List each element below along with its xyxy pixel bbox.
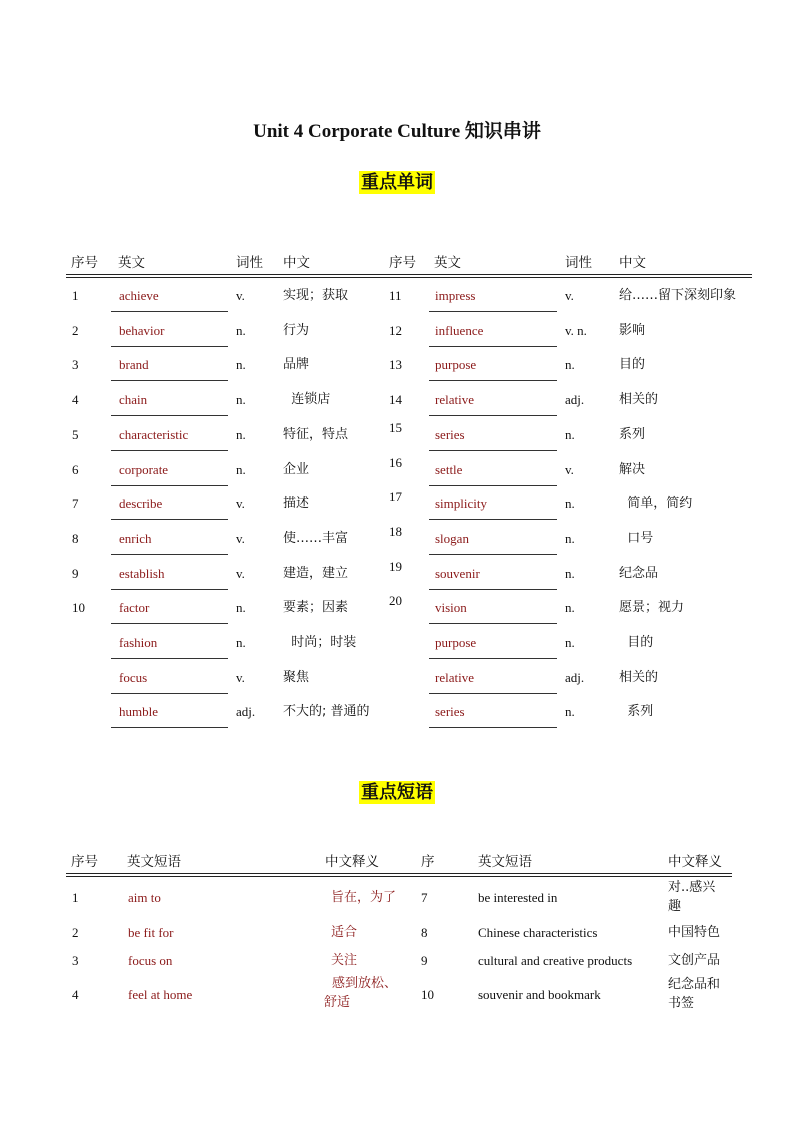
word-chinese: 建造，建立 bbox=[283, 565, 349, 581]
word-chinese: 实现；获取 bbox=[283, 288, 349, 303]
word-number: 15 bbox=[389, 419, 402, 435]
phrase-number-2: 7 bbox=[421, 890, 428, 905]
word-chinese: 品牌 bbox=[283, 357, 310, 373]
word-chinese: 聚焦 bbox=[283, 669, 310, 685]
word-english: souvenir bbox=[435, 565, 480, 581]
word-part-of-speech: adj. bbox=[236, 704, 256, 720]
word-chinese: 影响 bbox=[619, 322, 646, 338]
word-underline bbox=[429, 311, 557, 312]
word-english: impress bbox=[435, 288, 476, 303]
word-chinese: 时尚；时装 bbox=[283, 635, 357, 650]
words-header-pos-2: 词性 bbox=[565, 255, 592, 271]
word-chinese: 愿景；视力 bbox=[619, 600, 685, 616]
word-english: chain bbox=[119, 392, 148, 408]
word-number: 3 bbox=[72, 357, 79, 373]
phrases-header-en: 英文短语 bbox=[127, 854, 181, 870]
word-english: relative bbox=[435, 392, 474, 408]
phrase-number: 2 bbox=[72, 925, 79, 940]
word-underline bbox=[429, 415, 557, 416]
word-number: 19 bbox=[389, 558, 402, 574]
phrases-section-heading: 重点短语 bbox=[361, 782, 433, 803]
word-underline bbox=[111, 450, 228, 451]
word-underline bbox=[429, 346, 557, 347]
word-number: 16 bbox=[389, 454, 402, 470]
word-number: 17 bbox=[389, 489, 402, 505]
word-underline bbox=[111, 589, 228, 590]
word-english: purpose bbox=[435, 357, 477, 373]
word-english: achieve bbox=[119, 288, 159, 303]
phrase-english: feel at home bbox=[128, 987, 193, 1002]
word-part-of-speech: n. bbox=[565, 565, 575, 581]
word-chinese: 企业 bbox=[283, 461, 310, 477]
word-english: focus bbox=[119, 669, 148, 685]
word-english: corporate bbox=[119, 461, 169, 477]
word-number: 2 bbox=[72, 322, 79, 338]
phrases-header-zh-2: 中文释义 bbox=[668, 854, 722, 870]
word-english: fashion bbox=[119, 635, 158, 650]
word-english: behavior bbox=[119, 322, 165, 338]
phrase-english: focus on bbox=[128, 953, 173, 968]
word-chinese: 简单，简约 bbox=[619, 496, 693, 512]
words-header-en: 英文 bbox=[118, 255, 145, 271]
phrase-chinese-2: 文创产品 bbox=[668, 953, 721, 968]
word-english: characteristic bbox=[119, 426, 189, 442]
word-english: relative bbox=[435, 669, 474, 685]
word-english: slogan bbox=[435, 530, 469, 546]
word-chinese: 系列 bbox=[619, 704, 654, 720]
word-part-of-speech: n. bbox=[236, 322, 246, 338]
word-part-of-speech: adj. bbox=[565, 669, 585, 685]
word-chinese: 描述 bbox=[283, 496, 310, 512]
word-underline bbox=[111, 727, 228, 728]
phrase-chinese: 适合 bbox=[331, 925, 358, 940]
phrases-header-no: 序号 bbox=[71, 854, 98, 870]
word-number: 8 bbox=[72, 530, 79, 546]
word-english: settle bbox=[435, 461, 463, 477]
phrase-chinese-2: 中国特色 bbox=[668, 925, 721, 940]
word-english: establish bbox=[119, 565, 165, 581]
word-part-of-speech: v. bbox=[236, 669, 245, 685]
word-english: series bbox=[435, 704, 465, 720]
word-part-of-speech: n. bbox=[236, 461, 246, 477]
word-chinese: 不大的; 普通的 bbox=[283, 704, 370, 720]
word-part-of-speech: v. n. bbox=[565, 322, 587, 338]
word-number: 4 bbox=[72, 392, 79, 408]
word-part-of-speech: v. bbox=[236, 288, 245, 303]
word-underline bbox=[111, 623, 228, 624]
word-number: 20 bbox=[389, 593, 402, 609]
word-underline bbox=[429, 693, 557, 694]
word-chinese: 使……丰富 bbox=[283, 530, 349, 546]
word-underline bbox=[429, 658, 557, 659]
phrase-english-2: Chinese characteristics bbox=[478, 925, 598, 940]
word-part-of-speech: v. bbox=[565, 288, 574, 303]
word-underline bbox=[429, 450, 557, 451]
words-header-zh-2: 中文 bbox=[619, 255, 646, 271]
word-chinese: 给……留下深刻印象 bbox=[619, 288, 737, 303]
word-part-of-speech: adj. bbox=[565, 392, 585, 408]
word-underline bbox=[429, 554, 557, 555]
words-header-pos: 词性 bbox=[236, 255, 263, 271]
word-chinese: 纪念品 bbox=[619, 565, 659, 581]
word-english: purpose bbox=[435, 635, 477, 650]
word-number: 1 bbox=[72, 288, 79, 303]
word-chinese: 要素；因素 bbox=[283, 600, 349, 616]
word-part-of-speech: n. bbox=[565, 635, 575, 650]
word-underline bbox=[429, 380, 557, 381]
word-part-of-speech: n. bbox=[565, 530, 575, 546]
phrase-english: be fit for bbox=[128, 925, 174, 940]
words-header-no-2: 序号 bbox=[389, 255, 416, 271]
phrases-header-no-2: 序 bbox=[421, 854, 435, 870]
word-part-of-speech: v. bbox=[236, 496, 245, 512]
word-underline bbox=[429, 727, 557, 728]
phrases-header-rule-2 bbox=[66, 876, 732, 877]
words-section-heading: 重点单词 bbox=[361, 172, 433, 193]
word-underline bbox=[111, 658, 228, 659]
words-header-rule-2 bbox=[66, 277, 752, 278]
word-english: influence bbox=[435, 322, 484, 338]
word-english: humble bbox=[119, 704, 158, 720]
word-part-of-speech: n. bbox=[565, 600, 575, 616]
word-part-of-speech: n. bbox=[236, 635, 246, 650]
words-header-rule bbox=[66, 274, 752, 275]
word-underline bbox=[111, 693, 228, 694]
word-underline bbox=[111, 554, 228, 555]
phrase-english: aim to bbox=[128, 890, 161, 905]
word-chinese: 目的 bbox=[619, 357, 646, 373]
word-english: factor bbox=[119, 600, 150, 616]
word-english: describe bbox=[119, 496, 163, 512]
word-underline bbox=[111, 311, 228, 312]
word-number: 18 bbox=[389, 523, 402, 539]
word-chinese: 目的 bbox=[619, 635, 654, 650]
word-chinese: 相关的 bbox=[619, 392, 659, 408]
phrase-number-2: 10 bbox=[421, 987, 434, 1002]
phrase-english-2: be interested in bbox=[478, 890, 558, 905]
word-chinese: 口号 bbox=[619, 530, 654, 546]
word-english: enrich bbox=[119, 530, 152, 546]
word-part-of-speech: n. bbox=[565, 426, 575, 442]
word-part-of-speech: v. bbox=[565, 461, 574, 477]
word-english: vision bbox=[435, 600, 467, 616]
word-english: brand bbox=[119, 357, 149, 373]
phrase-number: 4 bbox=[72, 987, 79, 1002]
word-number: 5 bbox=[72, 426, 79, 442]
word-part-of-speech: n. bbox=[236, 357, 246, 373]
word-underline bbox=[111, 346, 228, 347]
word-number: 7 bbox=[72, 496, 79, 512]
phrases-header-rule bbox=[66, 873, 732, 874]
phrases-header-en-2: 英文短语 bbox=[478, 854, 532, 870]
word-underline bbox=[111, 519, 228, 520]
phrase-english-2: cultural and creative products bbox=[478, 953, 633, 968]
phrase-number-2: 8 bbox=[421, 925, 428, 940]
phrase-chinese: 关注 bbox=[331, 953, 358, 968]
words-header-zh: 中文 bbox=[283, 255, 310, 271]
word-chinese: 解决 bbox=[619, 461, 646, 477]
words-header-en-2: 英文 bbox=[434, 255, 461, 271]
word-number: 9 bbox=[72, 565, 79, 581]
word-chinese: 连锁店 bbox=[283, 392, 331, 408]
words-header-no: 序号 bbox=[71, 255, 98, 271]
word-english: series bbox=[435, 426, 465, 442]
phrase-english-2: souvenir and bookmark bbox=[478, 987, 601, 1002]
word-part-of-speech: n. bbox=[565, 704, 575, 720]
word-number: 13 bbox=[389, 357, 402, 373]
word-part-of-speech: n. bbox=[236, 426, 246, 442]
phrase-chinese-2: 对..感兴趣 bbox=[668, 880, 716, 914]
page-title: Unit 4 Corporate Culture 知识串讲 bbox=[253, 121, 541, 142]
word-part-of-speech: n. bbox=[565, 496, 575, 512]
word-underline bbox=[429, 519, 557, 520]
phrase-number: 1 bbox=[72, 890, 79, 905]
word-underline bbox=[429, 485, 557, 486]
phrase-number: 3 bbox=[72, 953, 79, 968]
word-number: 14 bbox=[389, 392, 402, 408]
phrases-header-zh: 中文释义 bbox=[325, 854, 379, 870]
phrase-chinese-2: 纪念品和书签 bbox=[668, 977, 721, 1011]
word-underline bbox=[111, 380, 228, 381]
word-part-of-speech: n. bbox=[236, 600, 246, 616]
word-chinese: 行为 bbox=[283, 322, 310, 338]
word-underline bbox=[111, 415, 228, 416]
phrase-number-2: 9 bbox=[421, 953, 428, 968]
word-underline bbox=[429, 623, 557, 624]
word-chinese: 系列 bbox=[619, 426, 646, 442]
phrase-chinese: 感到放松、舒适 bbox=[324, 976, 398, 1010]
word-number: 12 bbox=[389, 322, 402, 338]
word-underline bbox=[111, 485, 228, 486]
word-part-of-speech: v. bbox=[236, 565, 245, 581]
word-number: 10 bbox=[72, 600, 85, 616]
word-part-of-speech: n. bbox=[565, 357, 575, 373]
word-underline bbox=[429, 589, 557, 590]
word-number: 6 bbox=[72, 461, 79, 477]
word-english: simplicity bbox=[435, 496, 487, 512]
word-chinese: 特征，特点 bbox=[283, 426, 349, 442]
phrase-chinese: 旨在，为了 bbox=[331, 890, 397, 905]
word-chinese: 相关的 bbox=[619, 669, 659, 685]
word-number: 11 bbox=[389, 288, 402, 303]
word-part-of-speech: n. bbox=[236, 392, 246, 408]
word-part-of-speech: v. bbox=[236, 530, 245, 546]
